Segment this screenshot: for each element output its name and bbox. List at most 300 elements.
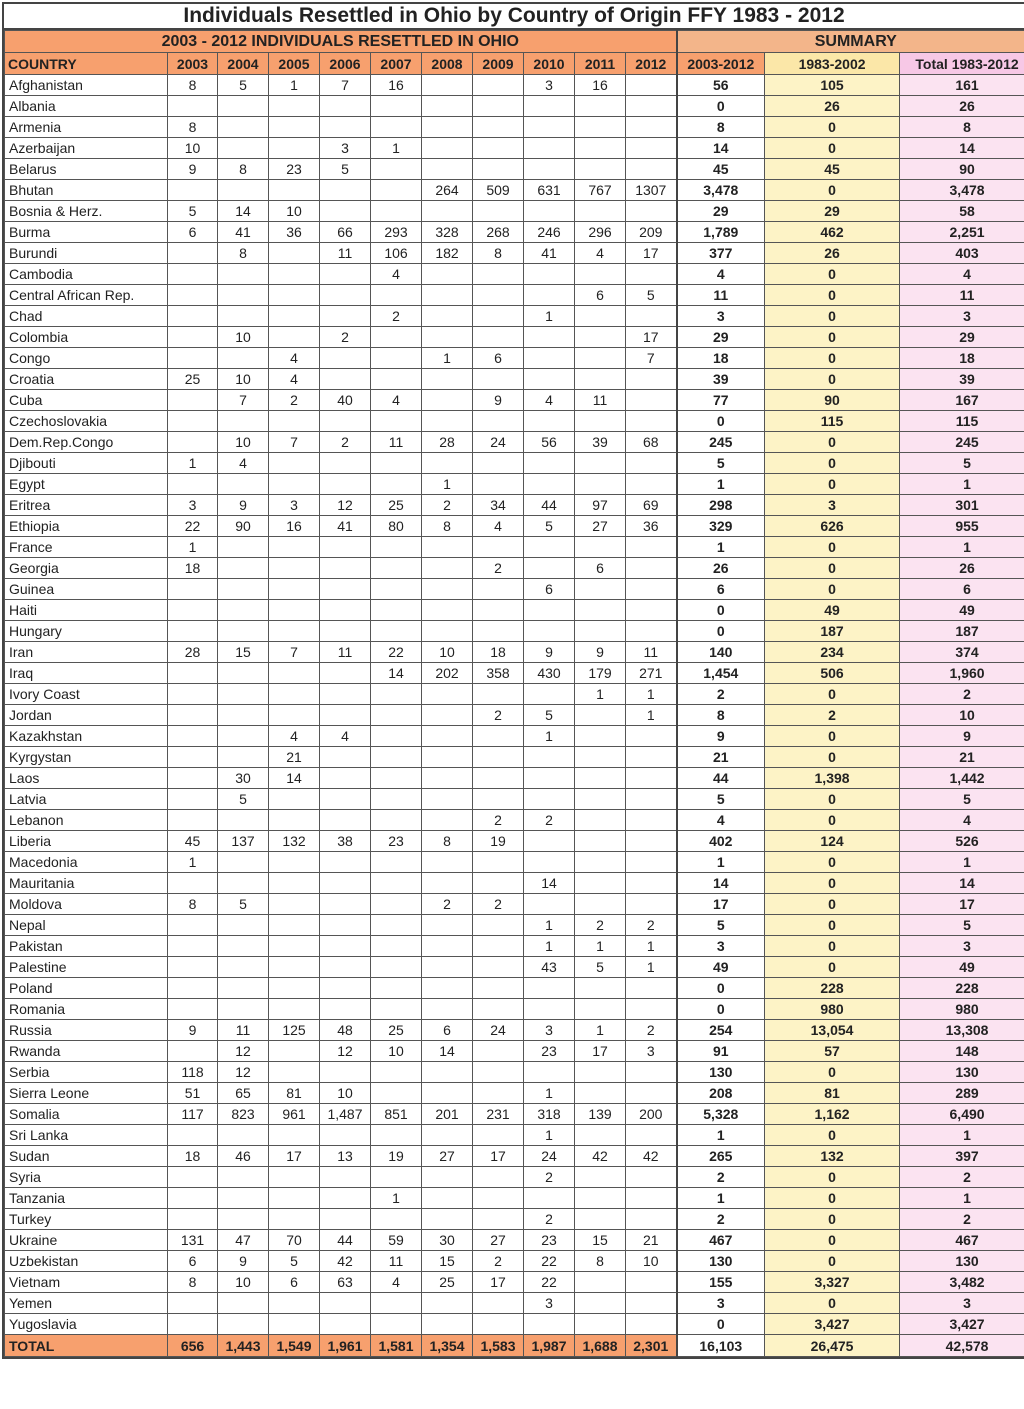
value-cell bbox=[473, 978, 524, 999]
value-cell: 2 bbox=[900, 1167, 1024, 1188]
value-cell bbox=[422, 390, 473, 411]
value-cell: 10 bbox=[218, 327, 269, 348]
value-cell: 7 bbox=[269, 432, 320, 453]
value-cell: 8 bbox=[168, 117, 218, 138]
value-cell bbox=[371, 1167, 422, 1188]
value-cell bbox=[473, 768, 524, 789]
value-cell: 3,427 bbox=[765, 1314, 900, 1335]
value-cell: 11 bbox=[320, 642, 371, 663]
value-cell: 131 bbox=[168, 1230, 218, 1251]
value-cell bbox=[320, 96, 371, 117]
value-cell bbox=[524, 264, 575, 285]
value-cell bbox=[422, 957, 473, 978]
value-cell: 11 bbox=[575, 390, 626, 411]
value-cell: 4 bbox=[473, 516, 524, 537]
value-cell: 11 bbox=[900, 285, 1024, 306]
value-cell bbox=[269, 180, 320, 201]
value-cell: 4 bbox=[575, 243, 626, 264]
value-cell bbox=[575, 138, 626, 159]
country-cell: Dem.Rep.Congo bbox=[5, 432, 168, 453]
value-cell: 59 bbox=[371, 1230, 422, 1251]
value-cell: 6 bbox=[269, 1272, 320, 1293]
value-cell bbox=[218, 873, 269, 894]
country-cell: Burundi bbox=[5, 243, 168, 264]
value-cell: 97 bbox=[575, 495, 626, 516]
value-cell: 0 bbox=[765, 285, 900, 306]
value-cell: 118 bbox=[168, 1062, 218, 1083]
value-cell bbox=[575, 1125, 626, 1146]
value-cell bbox=[524, 978, 575, 999]
value-cell bbox=[371, 747, 422, 768]
value-cell: 6 bbox=[168, 1251, 218, 1272]
value-cell bbox=[371, 453, 422, 474]
value-cell: 29 bbox=[677, 201, 765, 222]
value-cell: 51 bbox=[168, 1083, 218, 1104]
value-cell: 139 bbox=[575, 1104, 626, 1125]
value-cell bbox=[320, 747, 371, 768]
value-cell: 16 bbox=[269, 516, 320, 537]
table-row bbox=[5, 390, 1024, 411]
value-cell: 19 bbox=[473, 831, 524, 852]
table-row bbox=[5, 159, 1024, 180]
value-cell: 8 bbox=[575, 1251, 626, 1272]
value-cell bbox=[218, 117, 269, 138]
value-cell bbox=[422, 852, 473, 873]
value-cell: 980 bbox=[900, 999, 1024, 1020]
value-cell bbox=[269, 978, 320, 999]
value-cell: 6 bbox=[575, 558, 626, 579]
value-cell: 5 bbox=[168, 201, 218, 222]
value-cell: 6 bbox=[168, 222, 218, 243]
value-cell: 1,960 bbox=[900, 663, 1024, 684]
value-cell bbox=[575, 852, 626, 873]
table-row bbox=[5, 1230, 1024, 1251]
value-cell: 22 bbox=[524, 1272, 575, 1293]
value-cell bbox=[320, 600, 371, 621]
value-cell: 2 bbox=[320, 432, 371, 453]
value-cell bbox=[575, 1188, 626, 1209]
value-cell bbox=[371, 936, 422, 957]
value-cell bbox=[575, 411, 626, 432]
value-cell: 9 bbox=[524, 642, 575, 663]
country-cell: Czechoslovakia bbox=[5, 411, 168, 432]
value-cell: 130 bbox=[677, 1251, 765, 1272]
value-cell bbox=[371, 117, 422, 138]
value-cell: 228 bbox=[900, 978, 1024, 999]
value-cell bbox=[320, 453, 371, 474]
value-cell bbox=[473, 873, 524, 894]
value-cell bbox=[371, 327, 422, 348]
country-cell: Jordan bbox=[5, 705, 168, 726]
value-cell: 90 bbox=[900, 159, 1024, 180]
table-row bbox=[5, 999, 1024, 1020]
value-cell: 8 bbox=[168, 894, 218, 915]
value-cell bbox=[269, 1062, 320, 1083]
value-cell bbox=[626, 579, 677, 600]
value-cell: 14 bbox=[269, 768, 320, 789]
value-cell: 246 bbox=[524, 222, 575, 243]
value-cell bbox=[626, 600, 677, 621]
value-cell: 0 bbox=[765, 789, 900, 810]
value-cell bbox=[575, 264, 626, 285]
table-row bbox=[5, 537, 1024, 558]
value-cell: 29 bbox=[677, 327, 765, 348]
value-cell bbox=[371, 348, 422, 369]
table-row bbox=[5, 453, 1024, 474]
table-row bbox=[5, 642, 1024, 663]
value-cell bbox=[422, 600, 473, 621]
value-cell bbox=[168, 285, 218, 306]
value-cell: 23 bbox=[371, 831, 422, 852]
value-cell bbox=[371, 684, 422, 705]
table-row bbox=[5, 243, 1024, 264]
value-cell: 40 bbox=[320, 390, 371, 411]
value-cell: 0 bbox=[765, 915, 900, 936]
value-cell: 0 bbox=[765, 369, 900, 390]
value-cell bbox=[168, 936, 218, 957]
value-cell bbox=[168, 957, 218, 978]
value-cell bbox=[269, 1041, 320, 1062]
value-cell: 301 bbox=[900, 495, 1024, 516]
value-cell: 187 bbox=[765, 621, 900, 642]
table-row bbox=[5, 789, 1024, 810]
value-cell bbox=[320, 684, 371, 705]
value-cell bbox=[320, 873, 371, 894]
value-cell: 2 bbox=[677, 1209, 765, 1230]
value-cell: 18 bbox=[168, 558, 218, 579]
value-cell: 58 bbox=[900, 201, 1024, 222]
value-cell: 17 bbox=[473, 1272, 524, 1293]
value-cell: 0 bbox=[765, 684, 900, 705]
value-cell: 23 bbox=[269, 159, 320, 180]
value-cell bbox=[168, 306, 218, 327]
value-cell: 124 bbox=[765, 831, 900, 852]
value-cell: 0 bbox=[677, 600, 765, 621]
value-cell bbox=[371, 369, 422, 390]
value-cell: 7 bbox=[320, 75, 371, 96]
country-cell: Serbia bbox=[5, 1062, 168, 1083]
value-cell bbox=[371, 474, 422, 495]
value-cell: 0 bbox=[765, 810, 900, 831]
value-cell bbox=[168, 915, 218, 936]
value-cell: 0 bbox=[765, 327, 900, 348]
value-cell: 15 bbox=[422, 1251, 473, 1272]
value-cell: 1 bbox=[422, 474, 473, 495]
value-cell: 42 bbox=[320, 1251, 371, 1272]
value-cell: 2 bbox=[422, 495, 473, 516]
value-cell bbox=[626, 831, 677, 852]
value-cell bbox=[320, 201, 371, 222]
value-cell bbox=[524, 831, 575, 852]
value-cell: 1 bbox=[269, 75, 320, 96]
value-cell: 9 bbox=[677, 726, 765, 747]
value-cell bbox=[422, 201, 473, 222]
value-cell bbox=[371, 852, 422, 873]
value-cell bbox=[626, 978, 677, 999]
value-cell: 21 bbox=[677, 747, 765, 768]
country-cell: Kyrgystan bbox=[5, 747, 168, 768]
value-cell bbox=[524, 159, 575, 180]
value-cell bbox=[524, 474, 575, 495]
value-cell bbox=[575, 117, 626, 138]
value-cell bbox=[626, 621, 677, 642]
value-cell: 7 bbox=[626, 348, 677, 369]
value-cell bbox=[168, 180, 218, 201]
value-cell: 1,487 bbox=[320, 1104, 371, 1125]
value-cell bbox=[218, 138, 269, 159]
value-cell bbox=[269, 915, 320, 936]
value-cell: 0 bbox=[765, 579, 900, 600]
value-cell bbox=[524, 411, 575, 432]
total-cell: 1,354 bbox=[422, 1335, 473, 1357]
value-cell: 271 bbox=[626, 663, 677, 684]
table-row bbox=[5, 1314, 1024, 1335]
value-cell bbox=[168, 999, 218, 1020]
value-cell bbox=[168, 873, 218, 894]
value-cell: 25 bbox=[371, 495, 422, 516]
value-cell bbox=[269, 810, 320, 831]
value-cell: 1 bbox=[524, 1083, 575, 1104]
country-cell: Djibouti bbox=[5, 453, 168, 474]
country-cell: Eritrea bbox=[5, 495, 168, 516]
value-cell: 1,398 bbox=[765, 768, 900, 789]
value-cell bbox=[575, 999, 626, 1020]
value-cell: 0 bbox=[765, 1188, 900, 1209]
value-cell bbox=[320, 978, 371, 999]
value-cell: 8 bbox=[677, 117, 765, 138]
value-cell bbox=[320, 1125, 371, 1146]
value-cell: 65 bbox=[218, 1083, 269, 1104]
table-row bbox=[5, 138, 1024, 159]
value-cell: 1 bbox=[371, 1188, 422, 1209]
value-cell: 6 bbox=[524, 579, 575, 600]
value-cell bbox=[168, 978, 218, 999]
value-cell: 397 bbox=[900, 1146, 1024, 1167]
value-cell bbox=[473, 75, 524, 96]
band-row bbox=[5, 31, 1024, 53]
value-cell bbox=[269, 1125, 320, 1146]
value-cell: 1 bbox=[626, 684, 677, 705]
table-row bbox=[5, 894, 1024, 915]
country-cell: Sierra Leone bbox=[5, 1083, 168, 1104]
value-cell: 4 bbox=[269, 348, 320, 369]
value-cell: 228 bbox=[765, 978, 900, 999]
value-cell bbox=[626, 411, 677, 432]
value-cell: 0 bbox=[765, 1167, 900, 1188]
value-cell: 81 bbox=[269, 1083, 320, 1104]
value-cell bbox=[422, 621, 473, 642]
value-cell: 11 bbox=[371, 1251, 422, 1272]
value-cell bbox=[626, 1125, 677, 1146]
value-cell bbox=[320, 621, 371, 642]
country-cell: Uzbekistan bbox=[5, 1251, 168, 1272]
value-cell: 48 bbox=[320, 1020, 371, 1041]
value-cell bbox=[168, 432, 218, 453]
value-cell bbox=[473, 264, 524, 285]
value-cell bbox=[575, 369, 626, 390]
value-cell: 358 bbox=[473, 663, 524, 684]
value-cell bbox=[524, 285, 575, 306]
value-cell bbox=[371, 810, 422, 831]
value-cell: 3,478 bbox=[677, 180, 765, 201]
table-row bbox=[5, 747, 1024, 768]
value-cell bbox=[371, 894, 422, 915]
total-cell: 656 bbox=[168, 1335, 218, 1357]
value-cell: 66 bbox=[320, 222, 371, 243]
value-cell: 24 bbox=[473, 1020, 524, 1041]
value-cell: 0 bbox=[765, 1251, 900, 1272]
value-cell bbox=[269, 873, 320, 894]
value-cell bbox=[473, 1041, 524, 1062]
value-cell bbox=[422, 936, 473, 957]
value-cell bbox=[269, 453, 320, 474]
value-cell: 5 bbox=[218, 75, 269, 96]
value-cell bbox=[422, 747, 473, 768]
value-cell bbox=[320, 1062, 371, 1083]
value-cell bbox=[422, 999, 473, 1020]
value-cell: 39 bbox=[677, 369, 765, 390]
column-header: Total 1983-2012 bbox=[900, 53, 1024, 75]
value-cell: 823 bbox=[218, 1104, 269, 1125]
value-cell bbox=[575, 1293, 626, 1314]
value-cell bbox=[524, 327, 575, 348]
value-cell: 4 bbox=[677, 264, 765, 285]
value-cell: 1 bbox=[677, 852, 765, 873]
value-cell: 29 bbox=[765, 201, 900, 222]
country-cell: Syria bbox=[5, 1167, 168, 1188]
value-cell: 318 bbox=[524, 1104, 575, 1125]
value-cell bbox=[320, 705, 371, 726]
value-cell bbox=[524, 768, 575, 789]
value-cell: 27 bbox=[473, 1230, 524, 1251]
value-cell bbox=[422, 915, 473, 936]
value-cell: 1 bbox=[900, 537, 1024, 558]
table-row bbox=[5, 96, 1024, 117]
country-cell: Iran bbox=[5, 642, 168, 663]
value-cell: 2 bbox=[677, 1167, 765, 1188]
value-cell bbox=[269, 1188, 320, 1209]
value-cell: 8 bbox=[900, 117, 1024, 138]
value-cell: 46 bbox=[218, 1146, 269, 1167]
value-cell bbox=[422, 1125, 473, 1146]
value-cell bbox=[524, 852, 575, 873]
column-header: 1983-2002 bbox=[765, 53, 900, 75]
country-cell: Sri Lanka bbox=[5, 1125, 168, 1146]
value-cell bbox=[473, 600, 524, 621]
value-cell bbox=[422, 96, 473, 117]
value-cell: 3,427 bbox=[900, 1314, 1024, 1335]
value-cell bbox=[422, 1167, 473, 1188]
value-cell: 0 bbox=[765, 894, 900, 915]
value-cell bbox=[371, 579, 422, 600]
value-cell: 403 bbox=[900, 243, 1024, 264]
value-cell bbox=[168, 1293, 218, 1314]
table-row bbox=[5, 495, 1024, 516]
value-cell: 42 bbox=[626, 1146, 677, 1167]
country-cell: Albania bbox=[5, 96, 168, 117]
value-cell: 2 bbox=[473, 1251, 524, 1272]
total-cell: 1,443 bbox=[218, 1335, 269, 1357]
total-cell: 16,103 bbox=[677, 1335, 765, 1357]
value-cell: 42 bbox=[575, 1146, 626, 1167]
value-cell bbox=[422, 1188, 473, 1209]
value-cell bbox=[371, 411, 422, 432]
total-cell: 1,688 bbox=[575, 1335, 626, 1357]
value-cell: 8 bbox=[218, 159, 269, 180]
value-cell: 11 bbox=[677, 285, 765, 306]
value-cell: 38 bbox=[320, 831, 371, 852]
country-cell: Mauritania bbox=[5, 873, 168, 894]
value-cell bbox=[626, 768, 677, 789]
value-cell: 5 bbox=[524, 516, 575, 537]
table-row bbox=[5, 1209, 1024, 1230]
value-cell bbox=[524, 201, 575, 222]
country-cell: Tanzania bbox=[5, 1188, 168, 1209]
value-cell bbox=[422, 537, 473, 558]
value-cell bbox=[575, 810, 626, 831]
value-cell bbox=[371, 705, 422, 726]
value-cell: 1 bbox=[900, 852, 1024, 873]
value-cell bbox=[320, 1314, 371, 1335]
value-cell bbox=[320, 1188, 371, 1209]
value-cell: 36 bbox=[269, 222, 320, 243]
value-cell bbox=[371, 201, 422, 222]
value-cell: 81 bbox=[765, 1083, 900, 1104]
value-cell: 467 bbox=[900, 1230, 1024, 1251]
value-cell bbox=[168, 1314, 218, 1335]
value-cell bbox=[218, 579, 269, 600]
country-cell: Egypt bbox=[5, 474, 168, 495]
total-label: TOTAL bbox=[5, 1335, 168, 1357]
value-cell: 202 bbox=[422, 663, 473, 684]
value-cell bbox=[269, 621, 320, 642]
value-cell bbox=[269, 579, 320, 600]
value-cell bbox=[422, 117, 473, 138]
value-cell bbox=[524, 999, 575, 1020]
value-cell: 3 bbox=[269, 495, 320, 516]
value-cell bbox=[626, 894, 677, 915]
value-cell: 5 bbox=[677, 915, 765, 936]
value-cell bbox=[473, 159, 524, 180]
column-header: 2009 bbox=[473, 53, 524, 75]
country-cell: Somalia bbox=[5, 1104, 168, 1125]
country-cell: France bbox=[5, 537, 168, 558]
value-cell: 14 bbox=[677, 138, 765, 159]
value-cell: 49 bbox=[677, 957, 765, 978]
value-cell: 8 bbox=[218, 243, 269, 264]
value-cell bbox=[371, 915, 422, 936]
value-cell: 45 bbox=[765, 159, 900, 180]
value-cell: 0 bbox=[765, 852, 900, 873]
country-cell: Sudan bbox=[5, 1146, 168, 1167]
table-row bbox=[5, 558, 1024, 579]
value-cell bbox=[473, 306, 524, 327]
value-cell: 4 bbox=[218, 453, 269, 474]
value-cell: 24 bbox=[473, 432, 524, 453]
value-cell: 2 bbox=[765, 705, 900, 726]
value-cell: 1 bbox=[677, 474, 765, 495]
value-cell: 5 bbox=[218, 894, 269, 915]
table-row bbox=[5, 978, 1024, 999]
value-cell bbox=[524, 138, 575, 159]
value-cell: 1,454 bbox=[677, 663, 765, 684]
country-cell: Burma bbox=[5, 222, 168, 243]
value-cell: 68 bbox=[626, 432, 677, 453]
value-cell: 0 bbox=[765, 1125, 900, 1146]
value-cell bbox=[218, 180, 269, 201]
value-cell bbox=[371, 96, 422, 117]
value-cell bbox=[524, 537, 575, 558]
